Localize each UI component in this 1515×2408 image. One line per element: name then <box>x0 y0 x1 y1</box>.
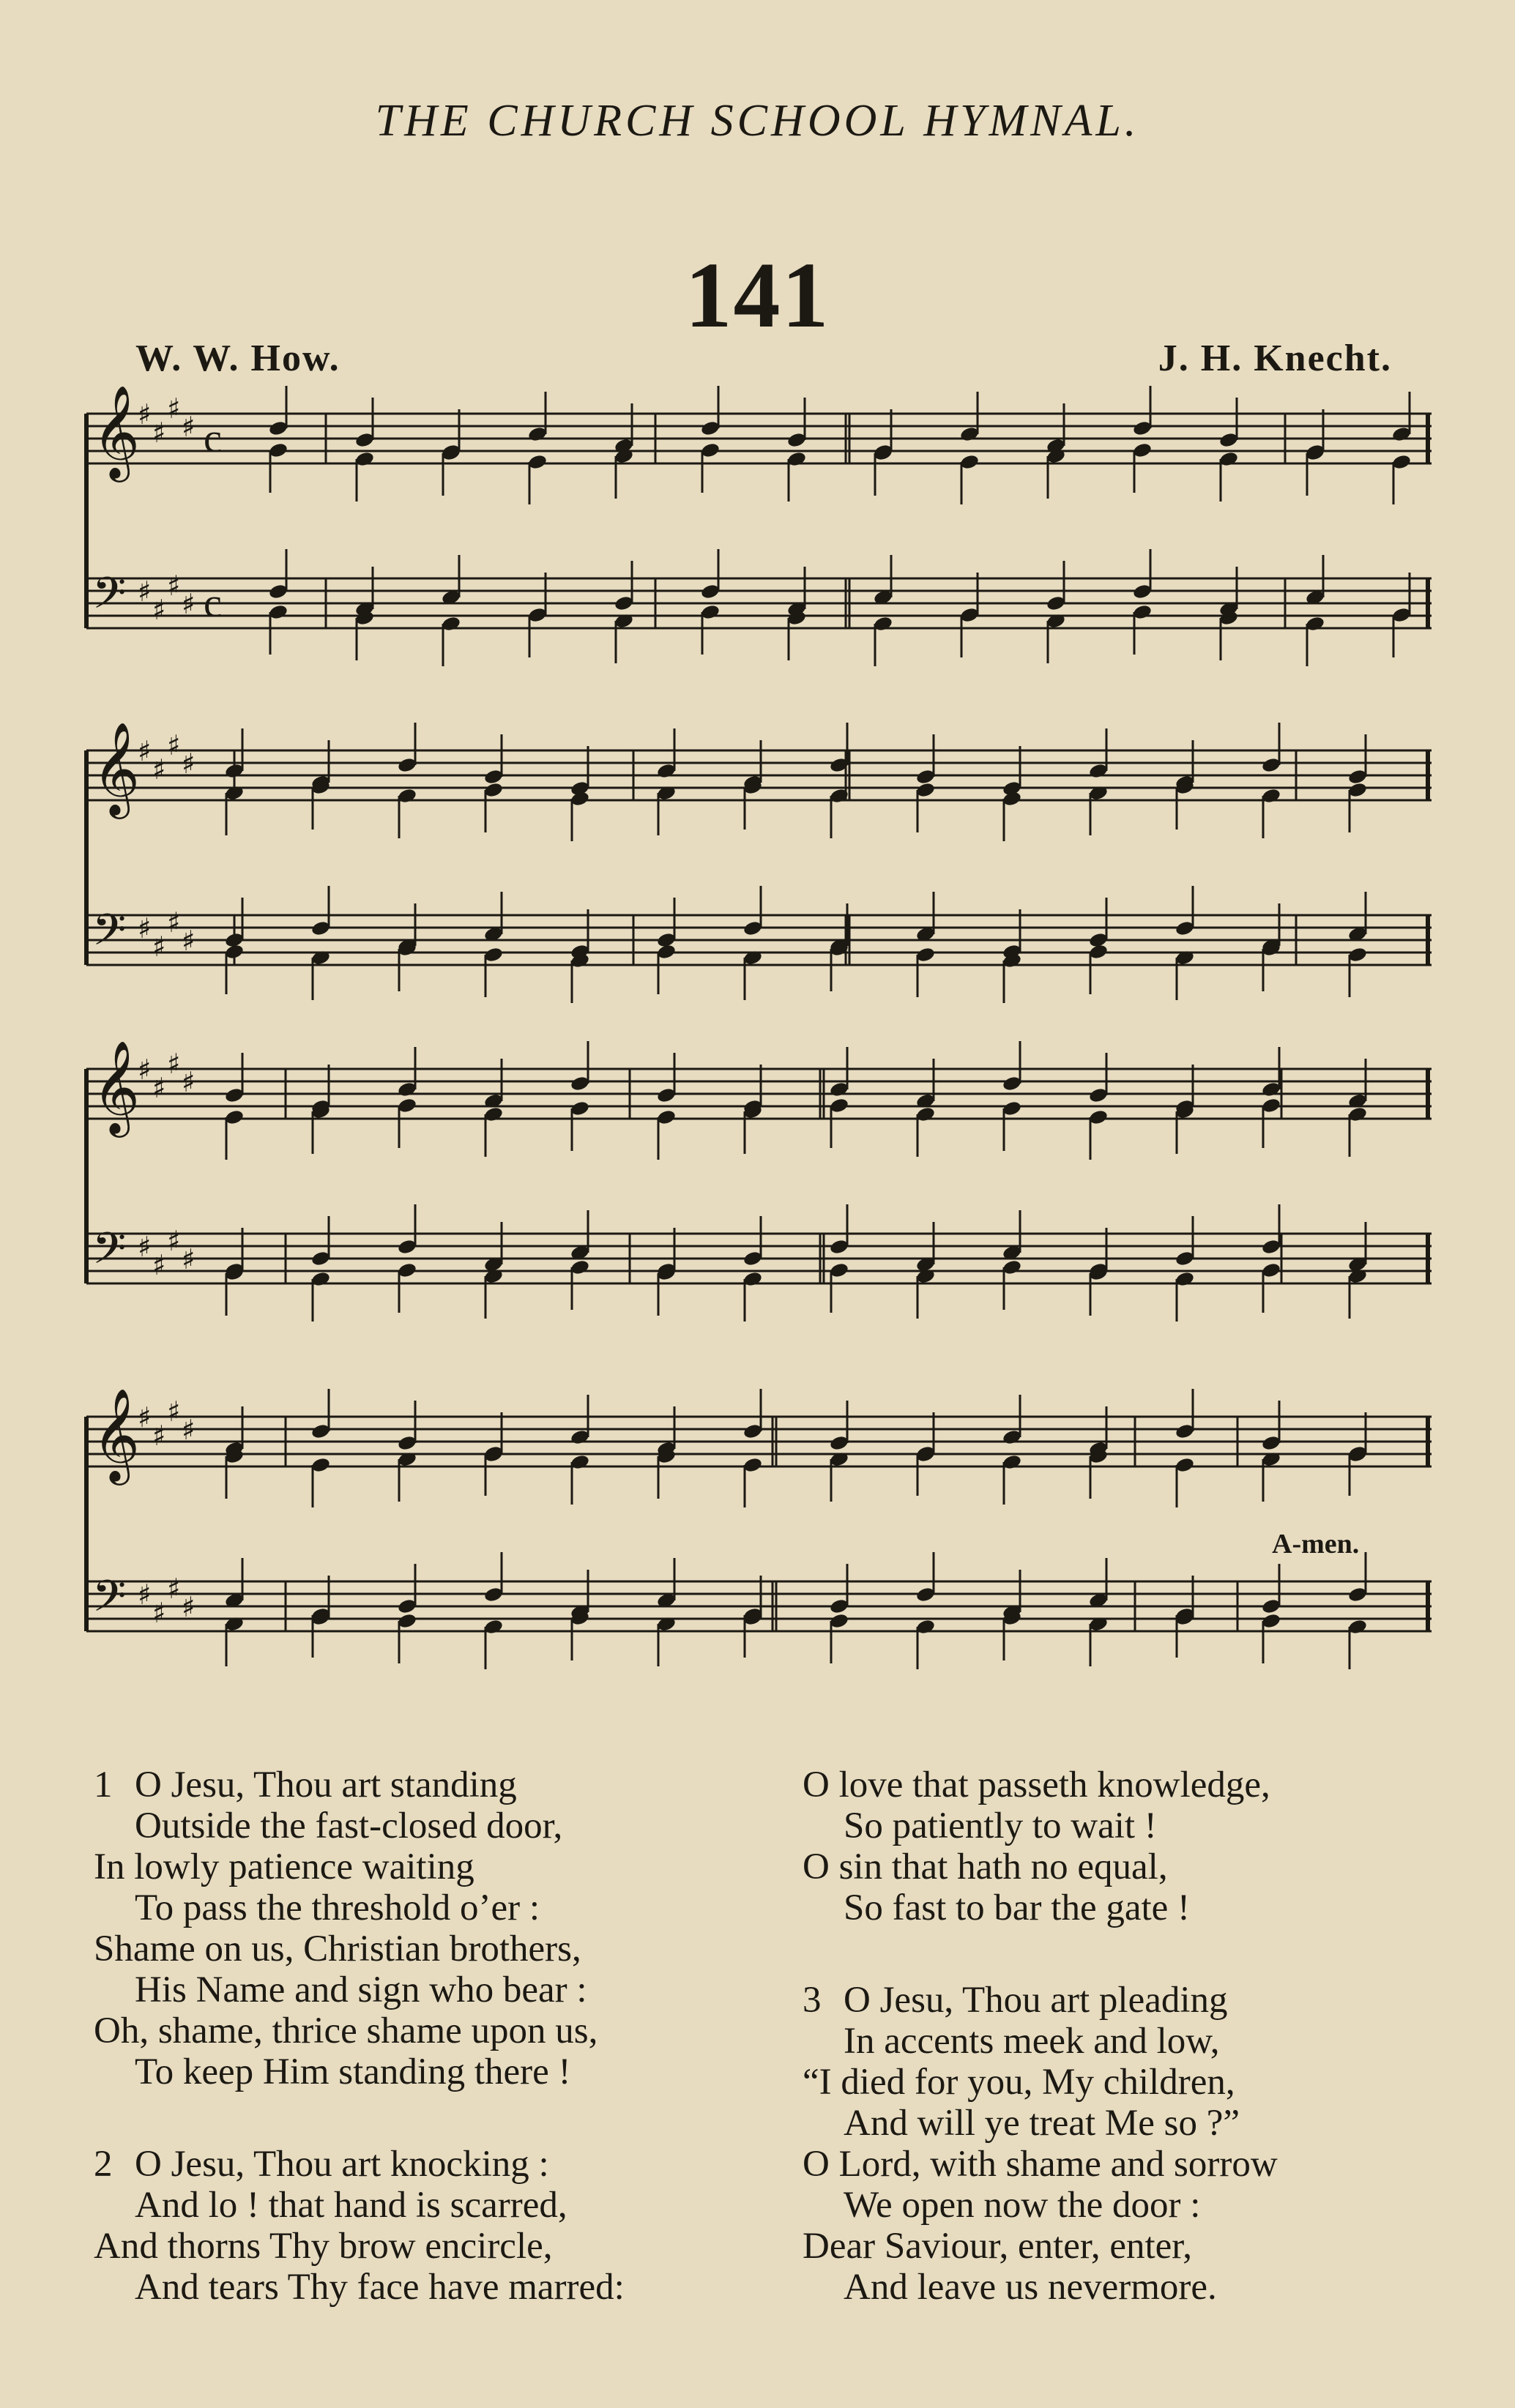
treble-clef: 𝄞 <box>92 1387 141 1481</box>
treble-clef: 𝄞 <box>92 1040 141 1133</box>
sharp-sign: ♯ <box>138 1578 152 1611</box>
sharp-sign: ♯ <box>167 392 181 425</box>
sharp-sign: ♯ <box>152 931 166 963</box>
sharp-sign: ♯ <box>182 1414 196 1446</box>
verse-line: And lo ! that hand is scarred, <box>135 2185 567 2226</box>
verse-line: His Name and sign who bear : <box>135 1969 587 2010</box>
sharp-sign: ♯ <box>152 594 166 626</box>
verse-line: Dear Saviour, enter, enter, <box>803 2226 1192 2267</box>
verse-line: So patiently to wait ! <box>844 1805 1157 1846</box>
verse-line: Shame on us, Christian brothers, <box>94 1928 581 1969</box>
verse-line: And will ye treat Me so ?” <box>844 2103 1240 2144</box>
author-credit: W. W. How. <box>135 338 340 379</box>
verse-line: And tears Thy face have marred: <box>135 2267 625 2308</box>
verse-line: To keep Him standing there ! <box>135 2051 571 2092</box>
verse-line: And leave us nevermore. <box>844 2267 1217 2308</box>
sharp-sign: ♯ <box>182 748 196 780</box>
treble-clef: 𝄞 <box>92 721 141 815</box>
verse-line: O Lord, with shame and sorrow <box>803 2144 1278 2185</box>
sharp-sign: ♯ <box>138 398 152 430</box>
sharp-sign: ♯ <box>167 729 181 761</box>
stanza-1 <box>94 1764 775 2092</box>
sharp-sign: ♯ <box>182 925 196 957</box>
stanza-2 <box>94 2144 775 2308</box>
verse-line: O sin that hath no equal, <box>803 1846 1168 1887</box>
sharp-sign: ♯ <box>167 906 181 939</box>
sharp-sign: ♯ <box>152 1249 166 1281</box>
verse-line: 3 O Jesu, Thou art pleading <box>803 1980 1228 2021</box>
music-systems <box>86 384 1432 1669</box>
sharp-sign: ♯ <box>152 753 166 786</box>
verse-line: “I died for you, My children, <box>803 2062 1235 2103</box>
stanza-2-continued <box>803 1764 1484 1928</box>
sharp-sign: ♯ <box>138 735 152 767</box>
bass-clef: 𝄢 <box>92 567 127 629</box>
hymn-verses <box>0 1764 1515 2379</box>
sharp-sign: ♯ <box>182 1591 196 1623</box>
verse-line: Outside the fast-closed door, <box>135 1805 563 1846</box>
sharp-sign: ♯ <box>138 1054 152 1086</box>
common-time: c <box>204 416 222 461</box>
verse-line: 2 O Jesu, Thou art knocking : <box>94 2144 549 2185</box>
sharp-sign: ♯ <box>152 1072 166 1104</box>
sharp-sign: ♯ <box>167 1573 181 1605</box>
sharp-sign: ♯ <box>152 417 166 449</box>
running-head: THE CHURCH SCHOOL HYMNAL. <box>375 96 1140 146</box>
bass-clef: 𝄢 <box>92 904 127 966</box>
verse-line: Oh, shame, thrice shame upon us, <box>94 2010 598 2051</box>
stanza-number: 1 <box>94 1764 113 1805</box>
sharp-sign: ♯ <box>167 1395 181 1428</box>
sharp-sign: ♯ <box>167 1048 181 1080</box>
sharp-sign: ♯ <box>152 1420 166 1452</box>
verse-line: O love that passeth knowledge, <box>803 1764 1270 1805</box>
amen-label: A-men. <box>1272 1529 1360 1559</box>
treble-clef: 𝄞 <box>92 384 141 478</box>
sharp-sign: ♯ <box>167 570 181 602</box>
verse-line: So fast to bar the gate ! <box>844 1887 1191 1928</box>
sharp-sign: ♯ <box>138 1231 152 1263</box>
verse-line: And thorns Thy brow encircle, <box>94 2226 553 2267</box>
sharp-sign: ♯ <box>182 411 196 443</box>
verses-left-column <box>94 1764 775 2359</box>
verse-line: In lowly patience waiting <box>94 1846 474 1887</box>
sharp-sign: ♯ <box>152 1597 166 1629</box>
stanza-3 <box>803 1980 1484 2308</box>
verse-line: To pass the threshold o’er : <box>135 1887 540 1928</box>
composer-credit: J. H. Knecht. <box>1158 338 1392 379</box>
verse-line: In accents meek and low, <box>844 2021 1220 2062</box>
common-time: c <box>204 581 222 626</box>
sharp-sign: ♯ <box>138 575 152 608</box>
stanza-number: 2 <box>94 2144 113 2185</box>
hymn-number: 141 <box>685 243 830 347</box>
verses-right-column <box>803 1764 1484 2359</box>
bass-clef: 𝄢 <box>92 1223 127 1284</box>
music-score <box>0 381 1515 1691</box>
bass-clef: 𝄢 <box>92 1570 127 1632</box>
sharp-sign: ♯ <box>167 1225 181 1257</box>
sharp-sign: ♯ <box>138 1401 152 1434</box>
sharp-sign: ♯ <box>182 588 196 620</box>
sharp-sign: ♯ <box>182 1243 196 1275</box>
verse-line: 1 O Jesu, Thou art standing <box>94 1764 517 1805</box>
verse-line: We open now the door : <box>844 2185 1201 2226</box>
sharp-sign: ♯ <box>182 1066 196 1098</box>
sharp-sign: ♯ <box>138 912 152 944</box>
stanza-number: 3 <box>803 1980 822 2021</box>
